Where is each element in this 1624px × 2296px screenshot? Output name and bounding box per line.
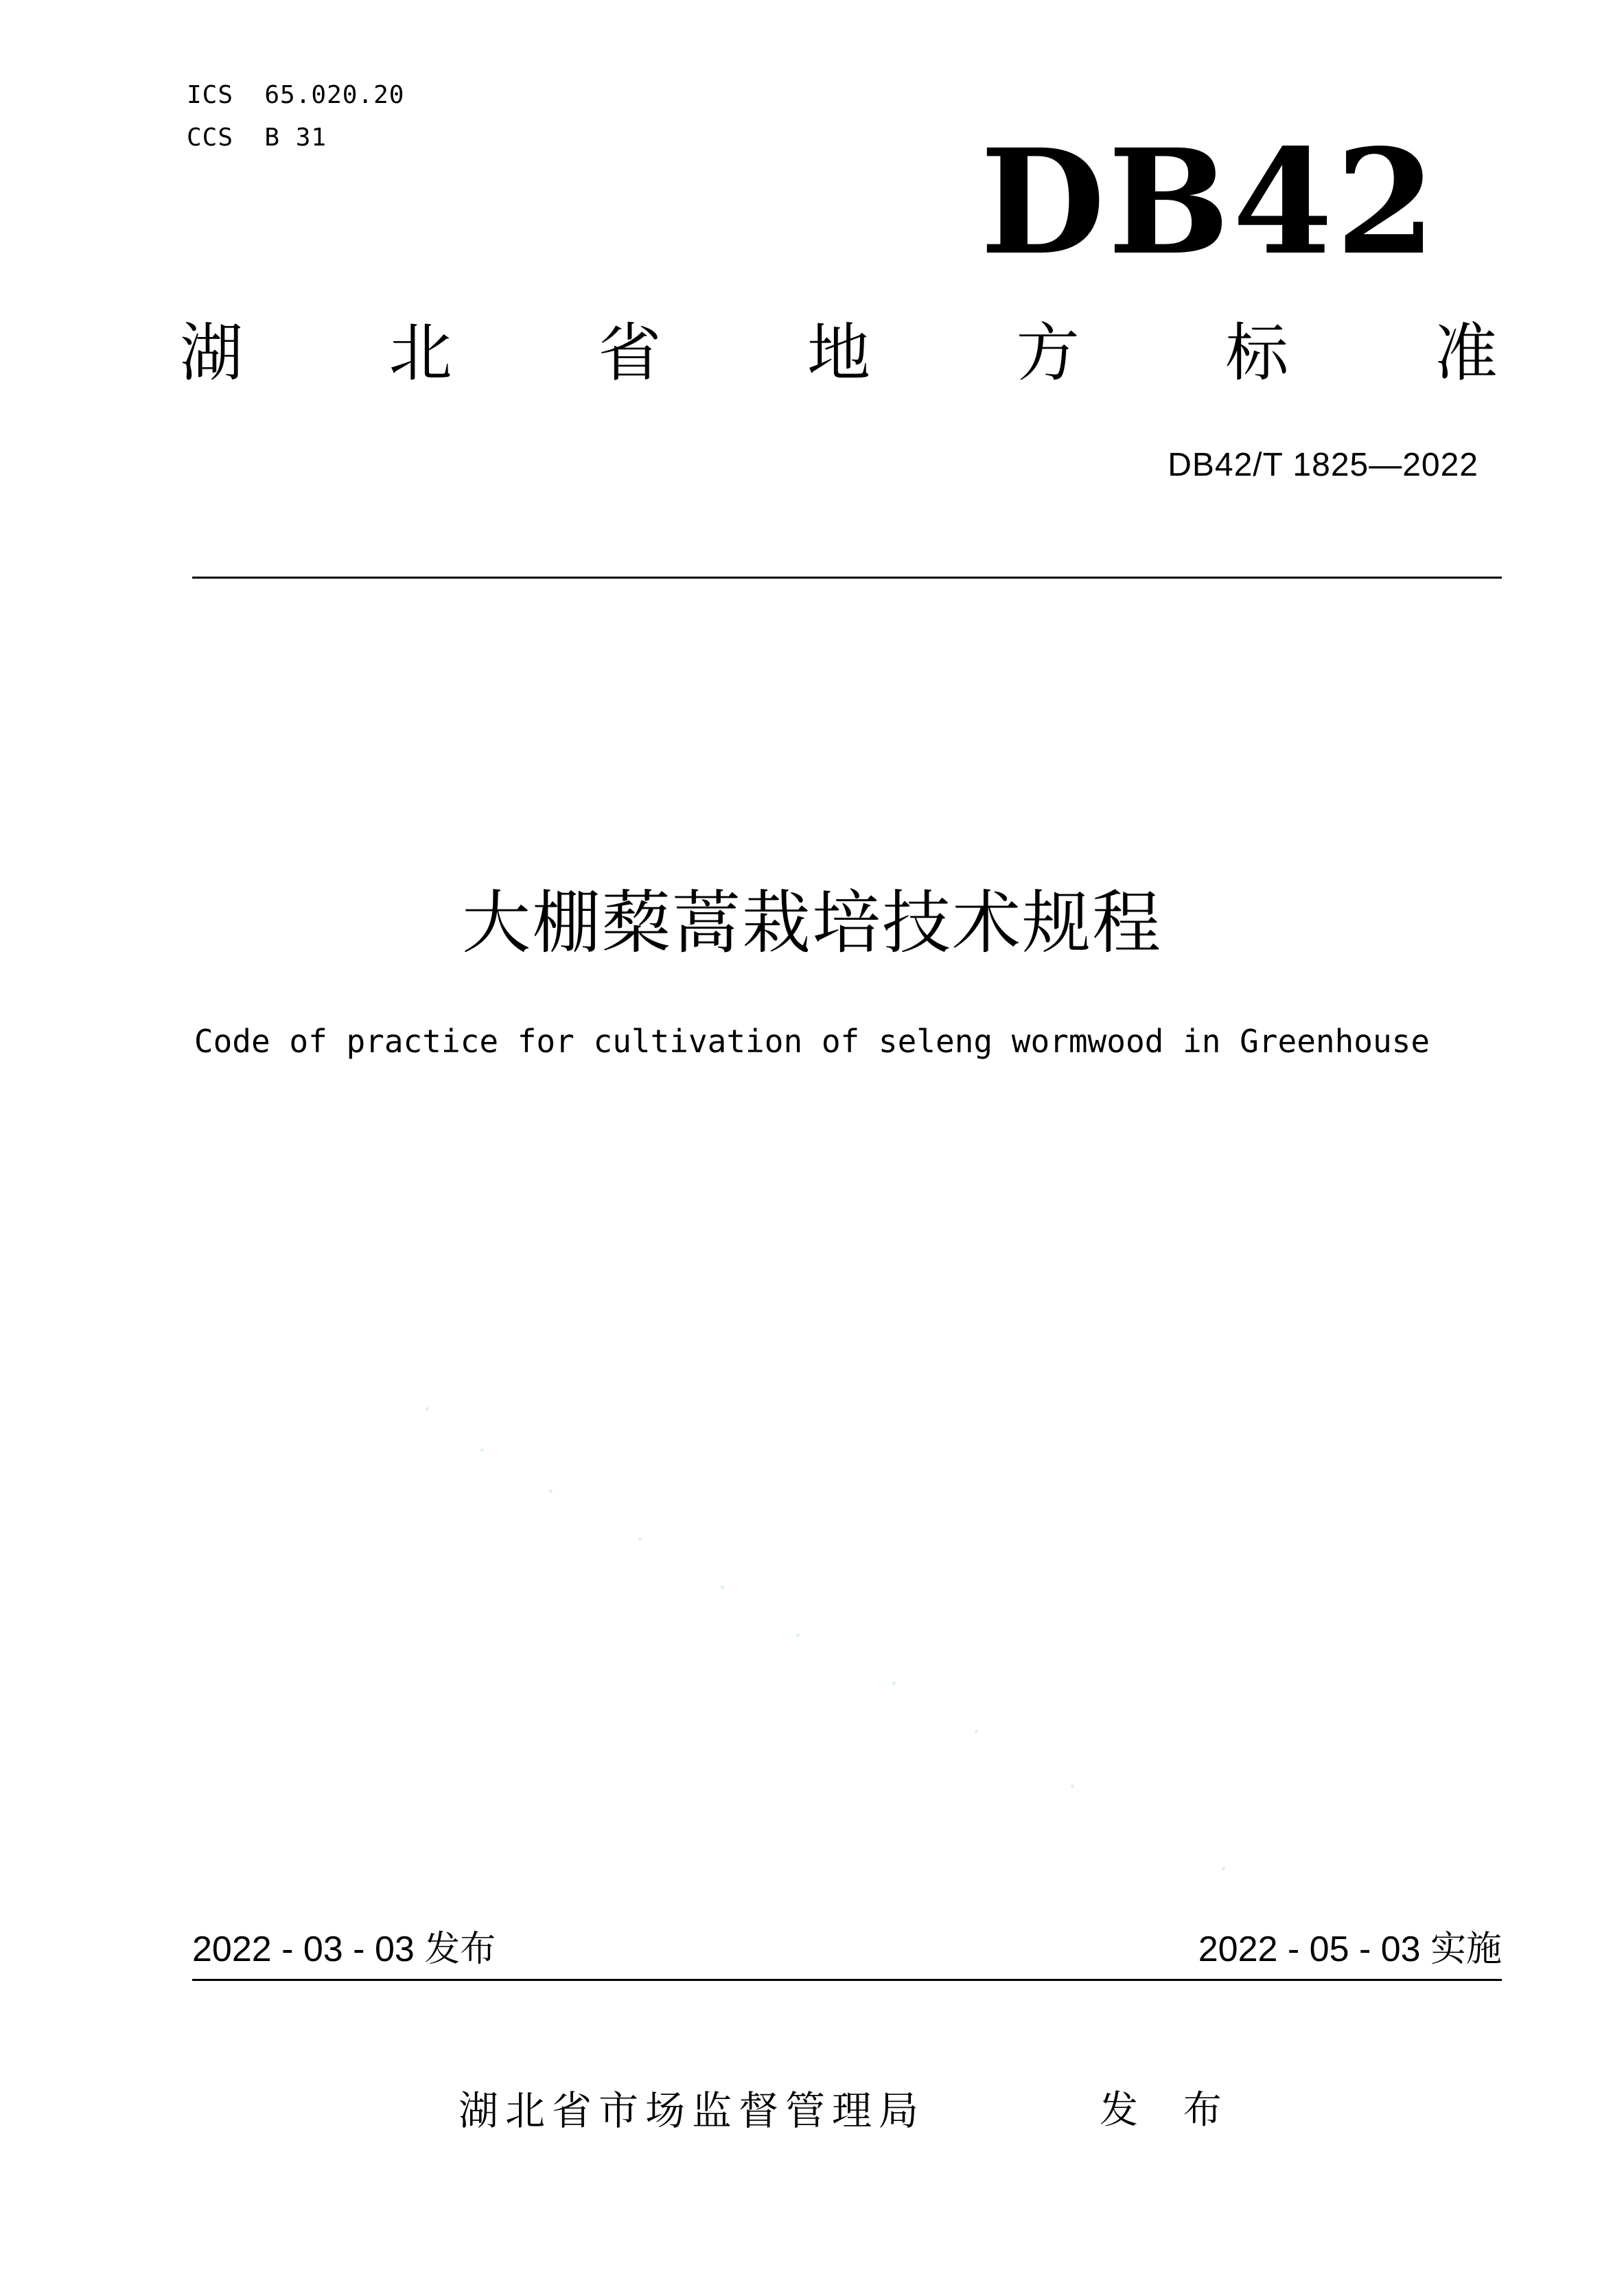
standard-type-char: 省	[598, 316, 662, 390]
top-divider	[192, 577, 1502, 579]
standard-type-heading	[180, 316, 1498, 390]
title-english: Code of practice for cultivation of seleng wormwood in Greenhouse	[194, 1023, 1430, 1060]
scan-speck	[892, 1682, 896, 1685]
publisher-name: 湖北省市场监督管理局	[459, 2087, 926, 2134]
scan-speck	[549, 1489, 553, 1493]
publish-label: 发 布	[1100, 2088, 1238, 2133]
ccs-code: CCS B 31	[187, 124, 327, 152]
standard-type-char: 北	[388, 316, 452, 390]
standard-type-char: 方	[1016, 316, 1080, 390]
standard-type-char: 准	[1434, 316, 1498, 390]
scan-speck	[796, 1634, 800, 1637]
standard-logo: DB42	[980, 117, 1439, 287]
ics-code: ICS 65.020.20	[187, 81, 405, 109]
title-chinese: 大棚蔾蒿栽培技术规程	[462, 883, 1162, 963]
scan-speck	[480, 1448, 484, 1452]
issue-date: 2022 - 03 - 03 发布	[192, 1929, 496, 1969]
scan-speck	[975, 1730, 978, 1733]
scan-speck	[426, 1407, 429, 1411]
standard-type-char: 地	[807, 316, 870, 390]
standard-type-char: 湖	[180, 316, 244, 390]
scan-speck	[1222, 1867, 1225, 1870]
implementation-date: 2022 - 05 - 03 实施	[1198, 1929, 1502, 1969]
scan-speck	[721, 1586, 724, 1589]
scan-speck	[638, 1538, 642, 1541]
bottom-divider	[192, 1979, 1502, 1981]
standard-number: DB42/T 1825—2022	[1168, 447, 1478, 483]
standard-type-char: 标	[1225, 316, 1289, 390]
scan-speck	[1071, 1785, 1074, 1788]
